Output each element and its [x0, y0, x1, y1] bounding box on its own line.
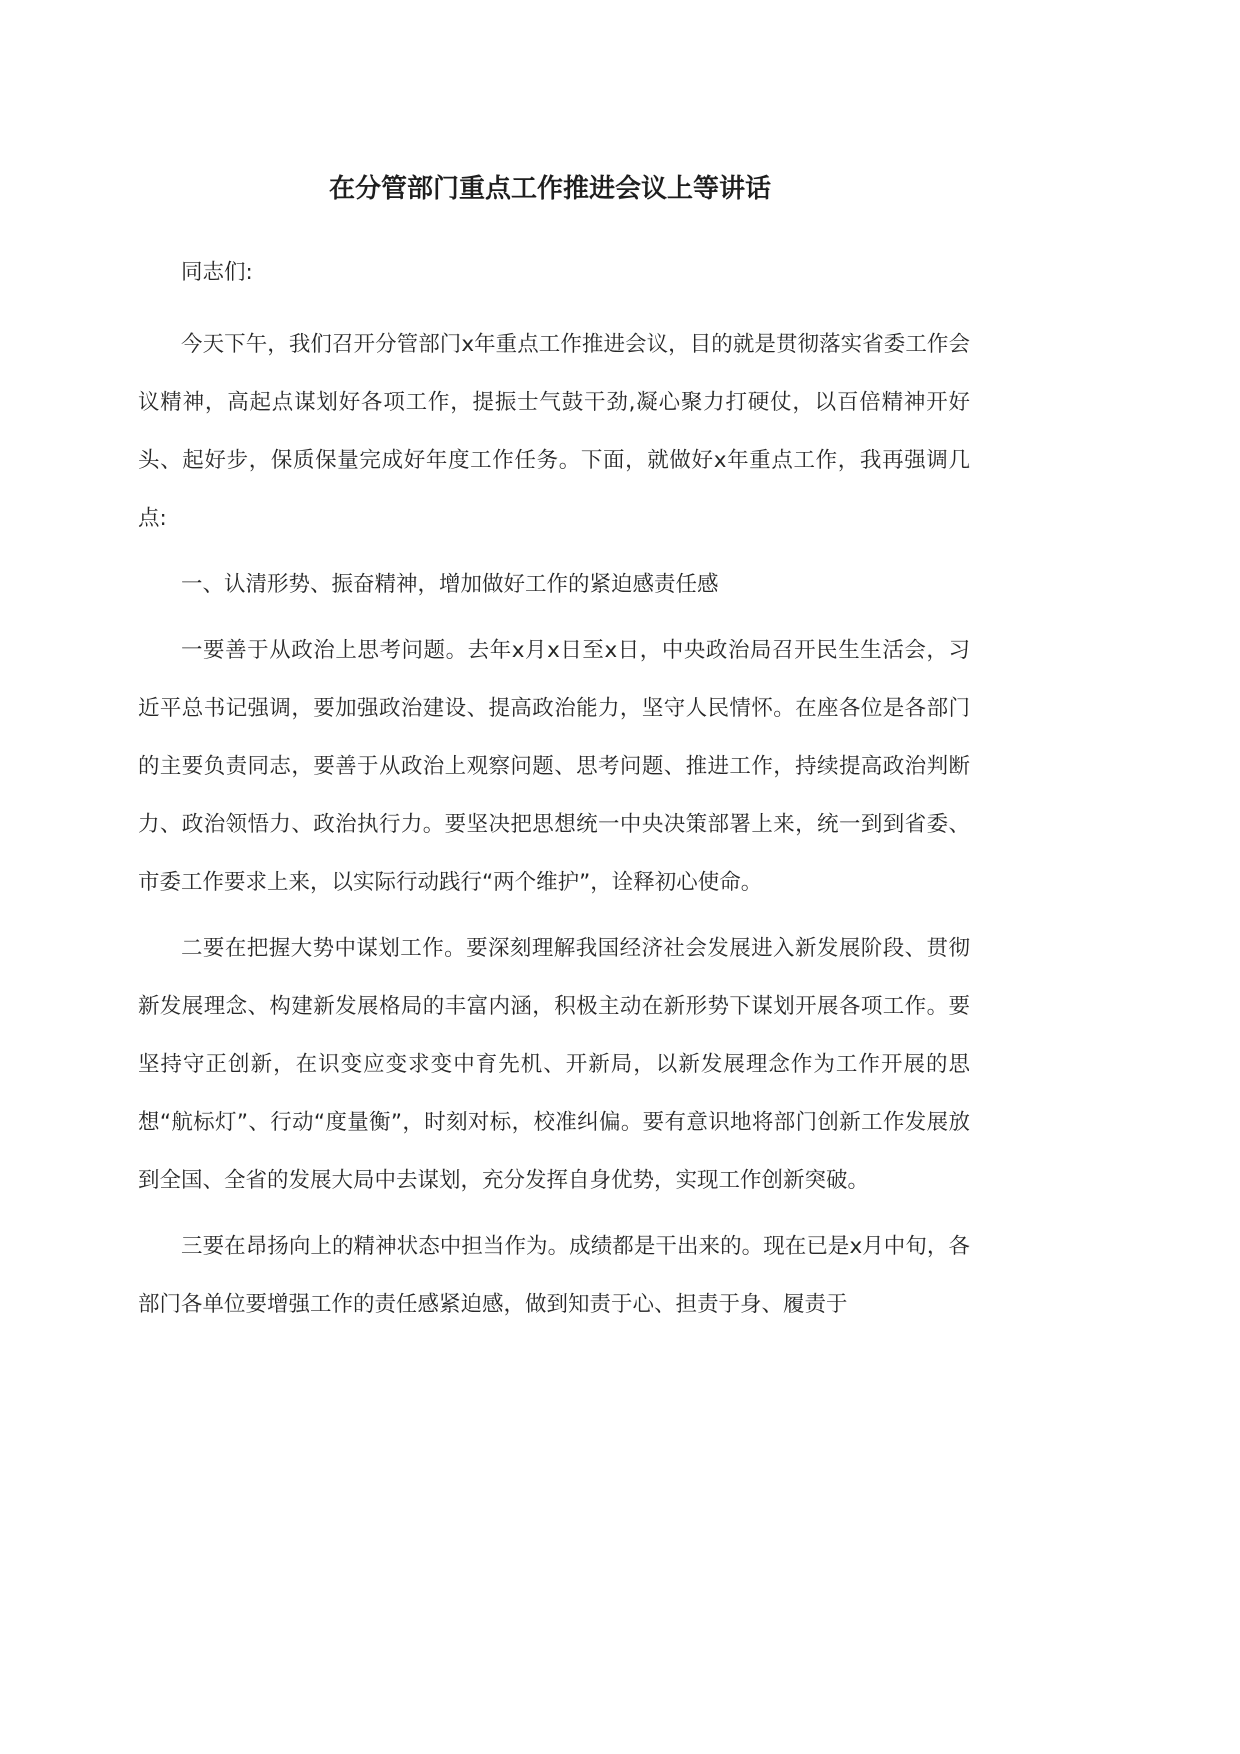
salutation: 同志们: — [181, 260, 253, 285]
section-heading-1: 一、认清形势、振奋精神，增加做好工作的紧迫感责任感 — [181, 572, 719, 597]
paragraph-point-3: 三要在昂扬向上的精神状态中担当作为。成绩都是干出来的。现在已是x月中旬，各部门各单位要增强工作的责任感紧迫感，做到知责于心、担责于身、履责于 — [138, 1234, 970, 1317]
paragraph-point-1: 一要善于从政治上思考问题。去年x月x日至x日，中央政治局召开民生生活会，习近平总书记强调，要加强政治建设、提高政治能力，坚守人民情怀。在座各位是各部门的主要负责同志，要善于从政治上观察问题、思考问题、推进工作，持续提高政治判断力、政治领悟力、政治执行力。要坚决把思想统一中央决策部署上来，统一到到省委、市委工作要求上来，以实际行动践行“两个维护”，诠释初心使命。 — [138, 638, 970, 895]
paragraph-point-2: 二要在把握大势中谋划工作。要深刻理解我国经济社会发展进入新发展阶段、贯彻新发展理念、构建新发展格局的丰富内涵，积极主动在新形势下谋划开展各项工作。要坚持守正创新，在识变应变求变中育先机、开新局，以新发展理念作为工作开展的思想“航标灯”、行动“度量衡”，时刻对标，校准纠偏。要有意识地将部门创新工作发展放到全国、全省的发展大局中去谋划，充分发挥自身优势，实现工作创新突破。 — [138, 936, 970, 1193]
document-body — [138, 244, 970, 1334]
document-title: 在分管部门重点工作推进会议上等讲话 — [328, 174, 771, 204]
paragraph-intro: 今天下午，我们召开分管部门x年重点工作推进会议，目的就是贯彻落实省委工作会议精神，高起点谋划好各项工作，提振士气鼓干劲,凝心聚力打硬仗，以百倍精神开好头、起好步，保质保量完成好年度工作任务。下面，就做好x年重点工作，我再强调几点: — [138, 332, 970, 531]
